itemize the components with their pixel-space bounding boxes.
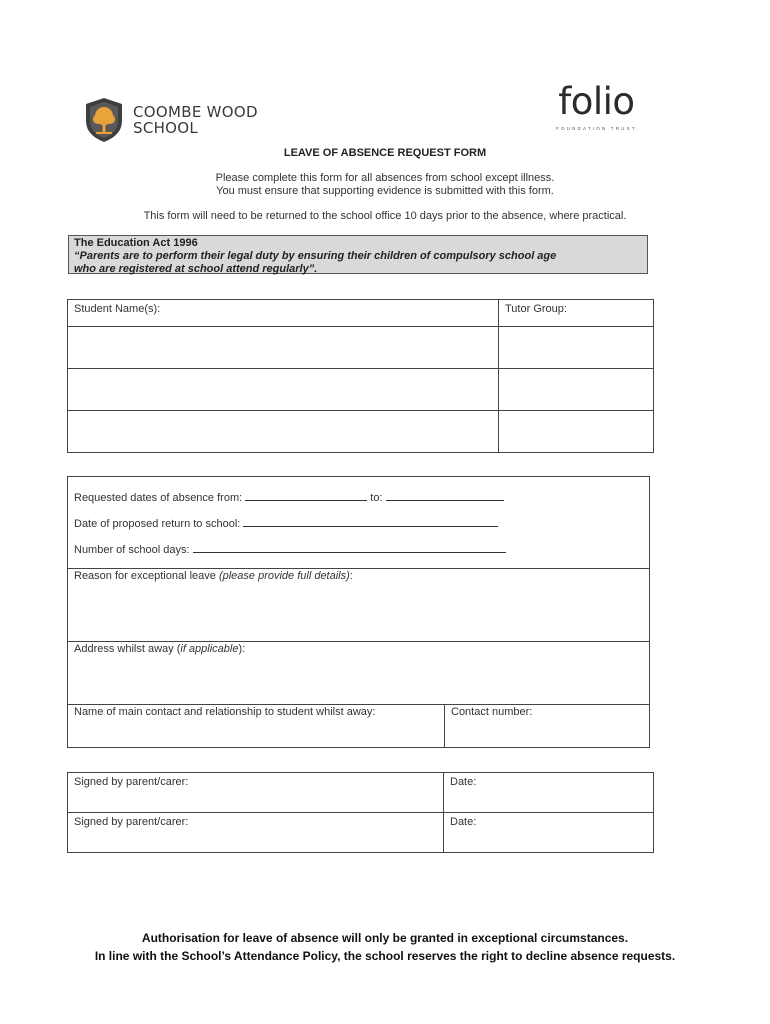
students-table	[67, 299, 654, 453]
divider	[68, 704, 649, 705]
contact-name-label: Name of main contact and relationship to student whilst away:	[74, 706, 376, 718]
student-name-input[interactable]	[68, 369, 499, 411]
school-logo	[84, 97, 258, 143]
date-2-label: Date:	[450, 816, 477, 828]
address-label-text: Address whilst away (	[74, 643, 181, 655]
signature-2-label: Signed by parent/carer:	[74, 816, 189, 828]
date-1-field[interactable]	[444, 773, 654, 813]
dates-from-label: Requested dates of absence from:	[74, 492, 243, 504]
school-name	[133, 104, 258, 136]
intro-line-2: You must ensure that supporting evidence is submitted with this form.	[216, 185, 554, 197]
form-title: LEAVE OF ABSENCE REQUEST FORM	[283, 147, 487, 159]
school-days-label: Number of school days:	[74, 544, 190, 556]
date-to-field[interactable]	[386, 490, 504, 501]
partner-logo-word: folio	[558, 80, 635, 123]
intro-line-1: Please complete this form for all absences from school except illness.	[215, 172, 555, 184]
table-row	[68, 327, 654, 369]
table-row	[68, 411, 654, 453]
tutor-group-input[interactable]	[499, 369, 654, 411]
date-2-field[interactable]	[444, 813, 654, 853]
education-act-quote-line2: who are registered at school attend regularly”.	[74, 263, 318, 275]
tutor-group-header: Tutor Group:	[499, 300, 654, 327]
return-date-row	[74, 516, 498, 530]
school-days-field[interactable]	[193, 542, 506, 553]
footer-line-1: Authorisation for leave of absence will only be granted in exceptional circumstances.	[141, 931, 629, 945]
table-row	[68, 813, 654, 853]
school-crest-icon	[84, 97, 124, 143]
intro-line-3: This form will need to be returned to the school office 10 days prior to the absence, where practical.	[143, 210, 627, 222]
date-1-label: Date:	[450, 776, 477, 788]
date-from-field[interactable]	[245, 490, 367, 501]
dates-to-label: to:	[370, 492, 383, 504]
footer-line-2: In line with the School’s Attendance Policy, the school reserves the right to decline absence requests.	[94, 949, 676, 963]
tutor-group-input[interactable]	[499, 327, 654, 369]
return-date-label: Date of proposed return to school:	[74, 518, 241, 530]
address-field[interactable]	[68, 655, 649, 703]
education-act-box	[68, 235, 648, 274]
table-row	[68, 773, 654, 813]
education-act-quote-line1: “Parents are to perform their legal duty by ensuring their children of compulsory school age	[74, 250, 557, 262]
table-row	[68, 369, 654, 411]
tutor-group-input[interactable]	[499, 411, 654, 453]
student-names-header: Student Name(s):	[68, 300, 499, 327]
student-name-input[interactable]	[68, 327, 499, 369]
reason-label-hint: (please provide full details)	[218, 570, 350, 582]
partner-logo-subtitle: FOUNDATION TRUST	[556, 126, 637, 131]
student-name-input[interactable]	[68, 411, 499, 453]
signatures-table	[67, 772, 654, 853]
absence-details-box	[67, 476, 650, 748]
reason-label-text: Reason for exceptional leave	[74, 570, 216, 582]
divider	[444, 704, 445, 748]
contact-number-label: Contact number:	[451, 706, 533, 718]
school-name-line2: SCHOOL	[133, 119, 199, 137]
school-days-row	[74, 542, 506, 556]
reason-field[interactable]	[68, 581, 649, 641]
education-act-title: The Education Act 1996	[74, 237, 198, 249]
signature-2-field[interactable]	[68, 813, 444, 853]
dates-of-absence-row	[74, 490, 504, 504]
return-date-field[interactable]	[243, 516, 498, 527]
signature-1-label: Signed by parent/carer:	[74, 776, 189, 788]
address-label-suffix: ):	[238, 643, 246, 655]
reason-label-suffix: :	[349, 570, 353, 582]
students-table-header	[68, 300, 654, 327]
divider	[68, 568, 649, 569]
divider	[68, 641, 649, 642]
address-label-hint: if applicable	[180, 643, 239, 655]
partner-logo	[556, 82, 637, 131]
address-label	[74, 643, 245, 655]
signature-1-field[interactable]	[68, 773, 444, 813]
school-name-line1: COOMBE WOOD	[133, 103, 258, 121]
